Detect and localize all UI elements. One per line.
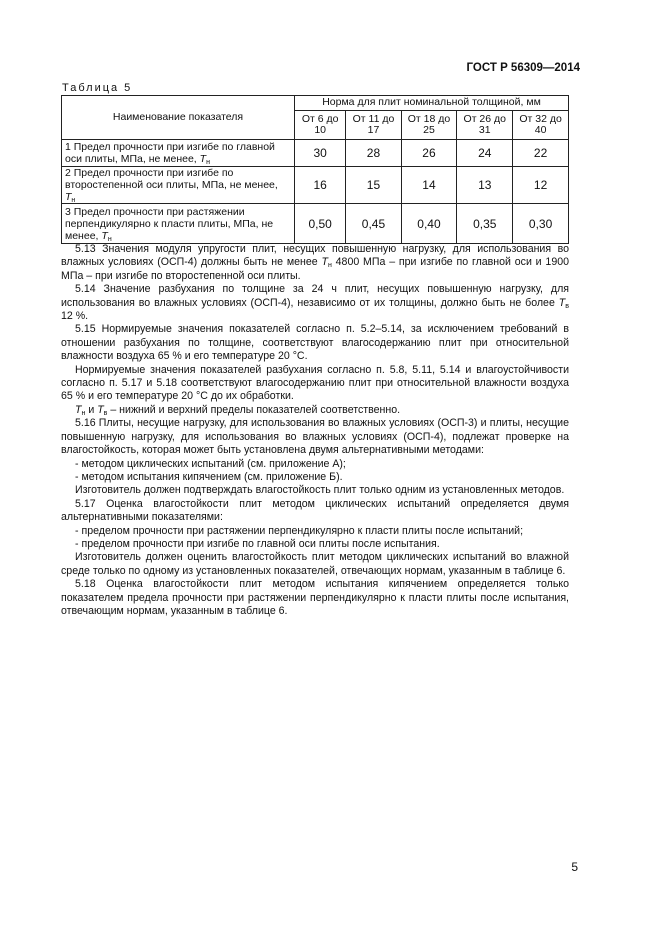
paragraph-5-17: 5.17 Оценка влагостойкости плит методом циклических испытаний определяется двумя альтернативными показателями: [61, 497, 569, 524]
row-indicator-name: 3 Предел прочности при растяжении перпендикулярно к пласти плиты, МПа, не менее, $T_н$ [62, 204, 295, 244]
document-header: ГОСТ Р 56309—2014 [466, 62, 580, 74]
table-caption: Таблица 5 [62, 82, 133, 94]
table-cell: 30 [295, 140, 346, 167]
table-row [62, 140, 569, 167]
table-cell: 0,30 [513, 204, 569, 244]
table-cell: 26 [401, 140, 457, 167]
paragraph-5-16: 5.16 Плиты, несущие нагрузку, для использования во влажных условиях (ОСП-3) и плиты, несущие повышенную нагрузку, для использования во влажных условиях (ОСП-4), подлежат проверке на влагостойкость, которая может быть установлена двумя альтернативными методами: [61, 417, 569, 457]
table-cell: 12 [513, 167, 569, 204]
list-item: - пределом прочности при растяжении перпендикулярно к пласти плиты после испытаний; [75, 524, 524, 537]
table-row [62, 167, 569, 204]
table-row [62, 204, 569, 244]
table-cell: 28 [346, 140, 401, 167]
paragraph-5-15-b: Нормируемые значения показателей разбухания согласно п. 5.8, 5.11, 5.14 и влагоустойчивости согласно п. 5.17 и 5.18 соответствуют влагосодержанию плит при относительной влажности воздуха 65 % и его температуре 20 °С до их обработки. [61, 363, 569, 403]
paragraph-5-17-b: Изготовитель должен оценить влагостойкость плит методом циклических испытаний во влажной среде только по одному из установленных показателей, отвечающих нормам, указанным в таблице 6. [61, 551, 569, 577]
list-item: - пределом прочности при изгибе по главной оси плиты после испытания. [75, 537, 440, 550]
table-cell: 16 [295, 167, 346, 204]
requirements-table [61, 95, 569, 244]
column-header-thickness: От 6 до 10 [295, 111, 346, 140]
column-header-norm: Норма для плит номинальной толщиной, мм [295, 96, 569, 111]
page-number: 5 [571, 860, 578, 874]
list-item: - методом циклических испытаний (см. приложение А); [75, 457, 346, 470]
paragraph-5-15: 5.15 Нормируемые значения показателей согласно п. 5.2–5.14, за исключением требований в отношении разбухания по толщине, соответствуют влагосодержанию плит при относительной влажности воздуха 65 % и его температуре 20 °С. [61, 323, 569, 363]
table-cell: 0,50 [295, 204, 346, 244]
table-cell: 24 [457, 140, 513, 167]
paragraph-5-16-b: Изготовитель должен подтверждать влагостойкость плит только одним из установленных методов. [75, 484, 565, 497]
column-header-thickness: От 26 до 31 [457, 111, 513, 140]
paragraph-5-14: 5.14 Значение разбухания по толщине за 24 ч плит, несущих повышенную нагрузку, для использования во влажных условиях (ОСП-4), независимо от их толщины, должно быть не более $T_в$ 12 %. [61, 283, 569, 323]
paragraph-5-18: 5.18 Оценка влагостойкости плит методом испытания кипячением определяется только показателем предела прочности при растяжении перпендикулярно к пласти плиты после испытания, отвечающим нормам, указанным в таблице 6. [61, 578, 569, 617]
list-item: - методом испытания кипячением (см. приложение Б). [75, 470, 343, 483]
row-indicator-name: 2 Предел прочности при изгибе по второстепенной оси плиты, МПа, не менее, $T_н$ [62, 167, 295, 204]
table-cell: 14 [401, 167, 457, 204]
symbol-legend: $T_н$ и $T_в$ – нижний и верхний пределы показателей соответственно. [75, 403, 401, 417]
column-header-thickness: От 32 до 40 [513, 111, 569, 140]
table-cell: 0,45 [346, 204, 401, 244]
document-body [61, 243, 569, 618]
row-indicator-name: 1 Предел прочности при изгибе по главной оси плиты, МПа, не менее, $T_н$ [62, 140, 295, 167]
table-cell: 0,40 [401, 204, 457, 244]
column-header-thickness: От 18 до 25 [401, 111, 457, 140]
table-cell: 15 [346, 167, 401, 204]
paragraph-5-13: 5.13 Значения модуля упругости плит, несущих повышенную нагрузку, для использования во влажных условиях (ОСП-4) должны быть не менее $T_н$ 4800 МПа – при изгибе по главной оси и 1900 МПа – при изгибе по второстепенной оси плиты. [61, 243, 569, 282]
table-cell: 13 [457, 167, 513, 204]
column-header-thickness: От 11 до 17 [346, 111, 401, 140]
table-cell: 0,35 [457, 204, 513, 244]
column-header-indicator: Наименование показателя [62, 96, 295, 140]
table-cell: 22 [513, 140, 569, 167]
